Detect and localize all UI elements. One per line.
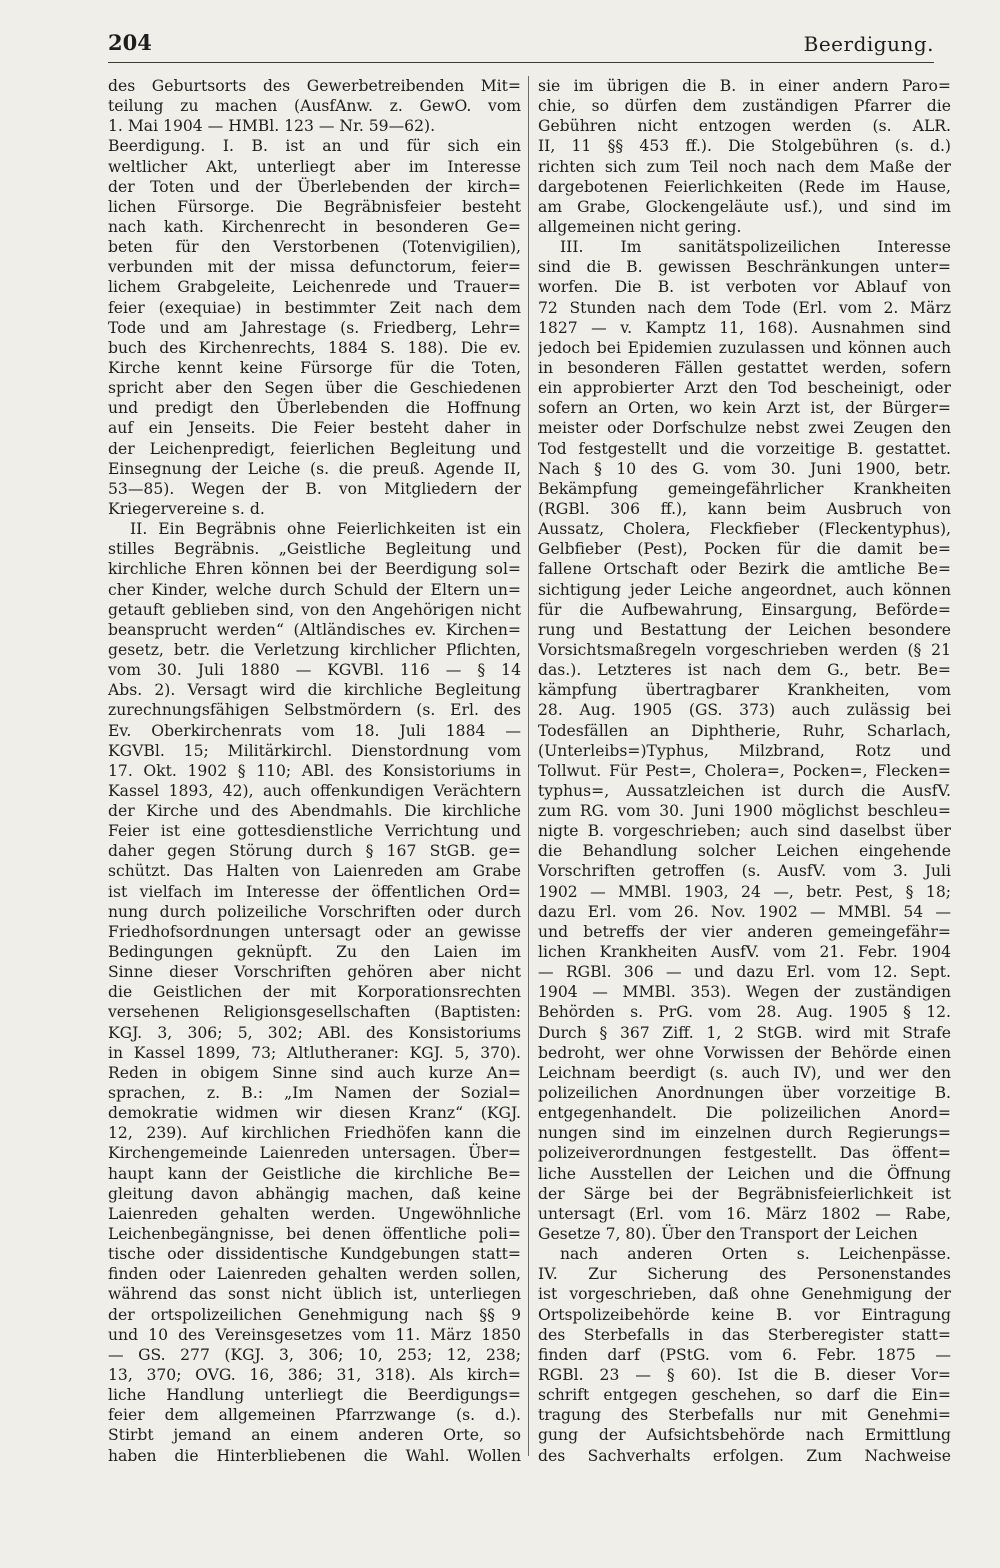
text-line: des Geburtsorts des Gewerbetreibenden Mit= [108, 77, 521, 95]
text-line: kirchliche Ehren können bei der Beerdigung sol= [108, 560, 521, 579]
page-number: 204 [108, 30, 152, 55]
text-line: Tode und am Jahrestage (s. Friedberg, Lehr= [108, 318, 521, 337]
text-line: 1. Mai 1904 — HMBl. 123 — Nr. 59—62). [108, 117, 436, 136]
text-line: gesetz, betr. die Verletzung kirchlicher Pflichten, [108, 640, 521, 659]
text-line: worfen. Die B. ist verboten vor Ablauf von [538, 278, 951, 297]
text-line: cher Kinder, welche durch Schuld der Eltern un= [108, 580, 521, 599]
text-line: 28. Aug. 1905 (GS. 373) auch zulässig bei [538, 701, 951, 720]
text-line: Kriegervereine s. d. [108, 499, 265, 518]
text-line: das.). Letzteres ist nach dem G., betr. Be= [538, 661, 951, 680]
text-line: in besonderen Fällen gestattet werden, sofern [538, 358, 951, 377]
text-line: zum RG. vom 30. Juni 1900 möglichst beschleu= [538, 802, 951, 821]
text-line: Kirche kennt keine Fürsorge für die Toten, [108, 358, 521, 377]
text-line: 1902 — MMBl. 1903, 24 —, betr. Pest, § 18; [538, 882, 951, 901]
text-line: Stirbt jemand an einem anderen Orte, so [108, 1426, 521, 1445]
text-line: Kirchengemeinde Laienreden untersagen. Über= [108, 1144, 521, 1163]
text-line: (Unterleibs=)Typhus, Milzbrand, Rotz und [538, 741, 951, 760]
text-line: 53—85). Wegen der B. von Mitgliedern der [108, 479, 521, 498]
text-line: Aussatz, Cholera, Fleckfieber (Fleckentyphus), [538, 520, 951, 539]
text-line: schrift entgegen geschehen, so darf die Ein= [538, 1386, 951, 1405]
text-line: Kassel 1893, 42), auch offenkundigen Verächtern [108, 781, 521, 800]
text-line: polizeilichen Anordnungen über vorzeitige B. [538, 1084, 951, 1103]
text-line: Vorsichtsmaßregeln vorgeschrieben werden (§ 21 [538, 640, 951, 659]
text-line: kämpfung übertragbarer Krankheiten, vom [538, 681, 951, 700]
text-line: des Sterbefalls in das Sterberegister statt= [538, 1325, 951, 1344]
text-line: beten für den Verstorbenen (Totenvigilien), [108, 238, 521, 257]
text-line: haben die Hinterbliebenen die Wahl. Wollen [108, 1446, 521, 1465]
text-line: bedroht, wer ohne Vorwissen der Behörde einen [538, 1043, 951, 1062]
text-line: untersagt (Erl. vom 16. März 1802 — Rabe, [538, 1204, 951, 1223]
text-line: Durch § 367 Ziff. 1, 2 StGB. wird mit Strafe [538, 1023, 951, 1042]
text-line: Laienreden gehalten werden. Ungewöhnliche [108, 1204, 521, 1223]
page-header [108, 30, 934, 63]
text-line: (RGBl. 306 ff.), kann beim Ausbruch von [538, 499, 951, 518]
text-line: Gelbfieber (Pest), Pocken für die damit be= [538, 540, 951, 559]
text-line: Bekämpfung gemeingefährlicher Krankheiten [538, 479, 951, 498]
text-line: Leichnam beerdigt (s. auch IV), und wer den [538, 1063, 951, 1082]
text-line: 12, 239). Auf kirchlichen Friedhöfen kann die [108, 1124, 521, 1143]
text-line: der Särge bei der Begräbnisfeierlichkeit ist [538, 1184, 951, 1203]
text-line: allgemeinen nicht gering. [538, 217, 742, 236]
text-line: finden darf (PStG. vom 6. Febr. 1875 — [538, 1345, 951, 1364]
text-line: Beerdigung. I. B. ist an und für sich ein [108, 137, 521, 156]
text-line: chie, so dürfen dem zuständigen Pfarrer die [538, 97, 951, 116]
column-divider [528, 76, 529, 1456]
text-line: am Grabe, Glockengeläute usf.), und sind im [538, 197, 951, 216]
text-line: die Behandlung solcher Leichen eingehende [538, 842, 951, 861]
text-line: der ortspolizeilichen Genehmigung nach §§ 9 [108, 1305, 521, 1324]
text-line: richten sich zum Teil noch nach dem Maße der [538, 157, 951, 176]
text-line: RGBl. 23 — § 60). Ist die B. dieser Vor= [538, 1366, 951, 1384]
text-line: sind die B. gewissen Beschränkungen unter= [538, 258, 951, 277]
text-line: gung der Aufsichtsbehörde nach Ermittlung [538, 1426, 951, 1445]
text-line: Einsegnung der Leiche (s. die preuß. Agende II, [108, 459, 521, 478]
text-line: teilung zu machen (AusfAnw. z. GewO. vom [108, 97, 521, 116]
text-line: demokratie widmen wir diesen Kranz“ (KGJ. [108, 1104, 521, 1123]
text-line: dazu Erl. vom 26. Nov. 1902 — MMBl. 54 — [538, 902, 951, 921]
text-line: lichem Grabgeleite, Leichenrede und Trauer= [108, 278, 521, 297]
text-line: nach anderen Orten s. Leichenpässe. [560, 1245, 951, 1264]
text-line: beansprucht werden“ (Altländisches ev. Kirchen= [108, 620, 521, 639]
text-line: meister oder Dorfschulze nebst zwei Zeugen den [538, 419, 951, 438]
text-line: für die Aufbewahrung, Einsargung, Beförde= [538, 600, 951, 619]
text-line: vom 30. Juli 1880 — KGVBl. 116 — § 14 [108, 661, 521, 680]
text-line: sichtigung jeder Leiche angeordnet, auch können [538, 580, 951, 599]
text-line: Gesetze 7, 80). Über den Transport der Leichen [538, 1225, 918, 1244]
text-line: feier dem allgemeinen Pfarrzwange (s. d.). [108, 1406, 521, 1425]
text-line: II. Ein Begräbnis ohne Feierlichkeiten ist ein [130, 520, 521, 539]
text-line: II, 11 §§ 453 ff.). Die Stolgebühren (s. d.) [538, 137, 951, 156]
text-line: Ev. Oberkirchenrats vom 18. Juli 1884 — [108, 721, 521, 740]
text-line: während das sonst nicht üblich ist, unterliegen [108, 1285, 521, 1304]
text-line: — RGBl. 306 — und dazu Erl. vom 12. Sept. [538, 963, 951, 982]
text-line: Ortspolizeibehörde keine B. vor Eintragung [538, 1305, 951, 1324]
text-line: Behörden s. PrG. vom 28. Aug. 1905 § 12. [538, 1003, 951, 1022]
text-line: 13, 370; OVG. 16, 386; 31, 318). Als kirch= [108, 1366, 521, 1384]
text-line: sprachen, z. B.: „Im Namen der Sozial= [108, 1084, 521, 1103]
text-line: Tod festgestellt und die vorzeitige B. gestattet. [538, 439, 951, 458]
text-line: auf ein Jenseits. Die Feier besteht daher in [108, 419, 521, 438]
text-line: und betreffs der vier anderen gemeingefähr= [538, 922, 951, 941]
text-line: versehenen Religionsgesellschaften (Baptisten: [108, 1003, 521, 1022]
text-line: die Geistlichen der mit Korporationsrechten [108, 983, 521, 1002]
text-line: typhus=, Aussatzleichen ist durch die AusfV. [538, 781, 951, 800]
text-line: finden oder Laienreden gehalten werden sollen, [108, 1265, 521, 1284]
text-line: spricht aber den Segen über die Geschiedenen [108, 379, 521, 398]
text-line: liche Ausstellen der Leichen und die Öffnung [538, 1164, 951, 1183]
text-line: nungen sind im einzelnen durch Regierungs= [538, 1124, 951, 1143]
text-line: KGJ. 3, 306; 5, 302; ABl. des Konsistoriums [108, 1023, 521, 1042]
text-line: Reden in obigem Sinne sind auch kurze An= [108, 1063, 521, 1082]
text-line: ist vielfach im Interesse der öffentlichen Ord= [108, 882, 521, 901]
text-line: sofern an Orten, wo kein Arzt ist, der Bürger= [538, 399, 951, 418]
text-line: stilles Begräbnis. „Geistliche Begleitung und [108, 540, 521, 559]
text-line: der Kirche und des Abendmahls. Die kirchliche [108, 802, 521, 821]
right-column [538, 76, 951, 1466]
running-title: Beerdigung. [803, 32, 934, 56]
text-line: und 10 des Vereinsgesetzes vom 11. März 1850 [108, 1325, 521, 1344]
text-line: gleitung davon abhängig machen, daß keine [108, 1184, 521, 1203]
text-line: getauft geblieben sind, von den Angehörigen nicht [108, 600, 521, 619]
text-line: Gebühren nicht entzogen werden (s. ALR. [538, 117, 951, 136]
text-line: ist vorgeschrieben, daß ohne Genehmigung der [538, 1285, 951, 1304]
text-line: Leichenbegängnisse, bei denen öffentliche poli= [108, 1225, 521, 1244]
text-line: liche Handlung unterliegt die Beerdigungs= [108, 1386, 521, 1405]
text-line: 72 Stunden nach dem Tode (Erl. vom 2. März [538, 298, 951, 317]
text-line: buch des Kirchenrechts, 1884 S. 188). Die ev. [108, 338, 521, 357]
text-line: lichen Krankheiten AusfV. vom 21. Febr. 1904 [538, 943, 951, 962]
text-line: lichen Fürsorge. Die Begräbnisfeier besteht [108, 197, 521, 216]
text-line: fallene Ortschaft oder Bezirk die amtliche Be= [538, 560, 951, 579]
text-line: zurechnungsfähigen Selbstmördern (s. Erl. des [108, 701, 521, 720]
text-line: Friedhofsordnungen untersagt oder an gewisse [108, 922, 521, 941]
text-line: nach kath. Kirchenrecht in besonderen Ge= [108, 217, 521, 236]
text-line: haupt kann der Geistliche die kirchliche Be= [108, 1164, 521, 1183]
text-line: nung durch polizeiliche Vorschriften oder durch [108, 902, 521, 921]
text-line: Tollwut. Für Pest=, Cholera=, Pocken=, Flecken= [538, 761, 951, 780]
text-line: Sinne dieser Vorschriften gehören aber nicht [108, 963, 521, 982]
text-line: sie im übrigen die B. in einer andern Paro= [538, 77, 951, 95]
text-line: feier (exequiae) in bestimmter Zeit nach dem [108, 298, 521, 317]
text-line: 17. Okt. 1902 § 110; ABl. des Konsistoriums in [108, 761, 521, 780]
text-line: tragung des Sterbefalls nur mit Genehmi= [538, 1406, 951, 1425]
text-line: rung und Bestattung der Leichen besondere [538, 620, 951, 639]
text-line: und predigt den Überlebenden die Hoffnung [108, 399, 521, 418]
text-line: des Sachverhalts erfolgen. Zum Nachweise [538, 1446, 951, 1465]
left-column [108, 76, 521, 1466]
text-line: jedoch bei Epidemien zuzulassen und können auch [538, 338, 951, 357]
text-line: polizeiverordnungen festgestellt. Das öffent= [538, 1144, 951, 1163]
text-line: KGVBl. 15; Militärkirchl. Dienstordnung vom [108, 741, 521, 760]
text-line: tische oder dissidentische Kundgebungen statt= [108, 1245, 521, 1264]
text-line: Feier ist eine gottesdienstliche Verrichtung und [108, 822, 521, 841]
text-line: der Toten und der Überlebenden der kirch= [108, 177, 521, 196]
text-line: Vorschriften getroffen (s. AusfV. vom 3. Juli [538, 862, 951, 881]
text-line: in Kassel 1899, 73; Altlutheraner: KGJ. 5, 370). [108, 1043, 521, 1062]
text-line: dargebotenen Feierlichkeiten (Rede im Hause, [538, 177, 951, 196]
text-line: Todesfällen an Diphtherie, Ruhr, Scharlach, [538, 721, 951, 740]
text-line: 1904 — MMBl. 353). Wegen der zuständigen [538, 983, 951, 1002]
text-line: entgegenhandelt. Die polizeilichen Anord= [538, 1104, 951, 1123]
text-line: daher gegen Störung durch § 167 StGB. ge= [108, 842, 521, 861]
text-line: — GS. 277 (KGJ. 3, 306; 10, 253; 12, 238; [108, 1345, 521, 1364]
text-line: nigte B. vorgeschrieben; auch sind daselbst über [538, 822, 951, 841]
text-line: Abs. 2). Versagt wird die kirchliche Begleitung [108, 681, 521, 700]
text-line: 1827 — v. Kamptz 11, 168). Ausnahmen sind [538, 318, 951, 337]
text-line: der Leichenpredigt, feierlichen Begleitung und [108, 439, 521, 458]
text-line: Bedingungen geknüpft. Zu den Laien im [108, 943, 521, 962]
text-line: verbunden mit der missa defunctorum, feier= [108, 258, 521, 277]
text-line: III. Im sanitätspolizeilichen Interesse [560, 238, 951, 257]
text-line: IV. Zur Sicherung des Personenstandes [538, 1265, 951, 1284]
text-line: ein approbierter Arzt den Tod bescheinigt, oder [538, 379, 951, 398]
text-line: Nach § 10 des G. vom 30. Juni 1900, betr. [538, 459, 951, 478]
text-line: weltlicher Akt, unterliegt aber im Interesse [108, 157, 521, 176]
text-line: schützt. Das Halten von Laienreden am Grabe [108, 862, 521, 881]
